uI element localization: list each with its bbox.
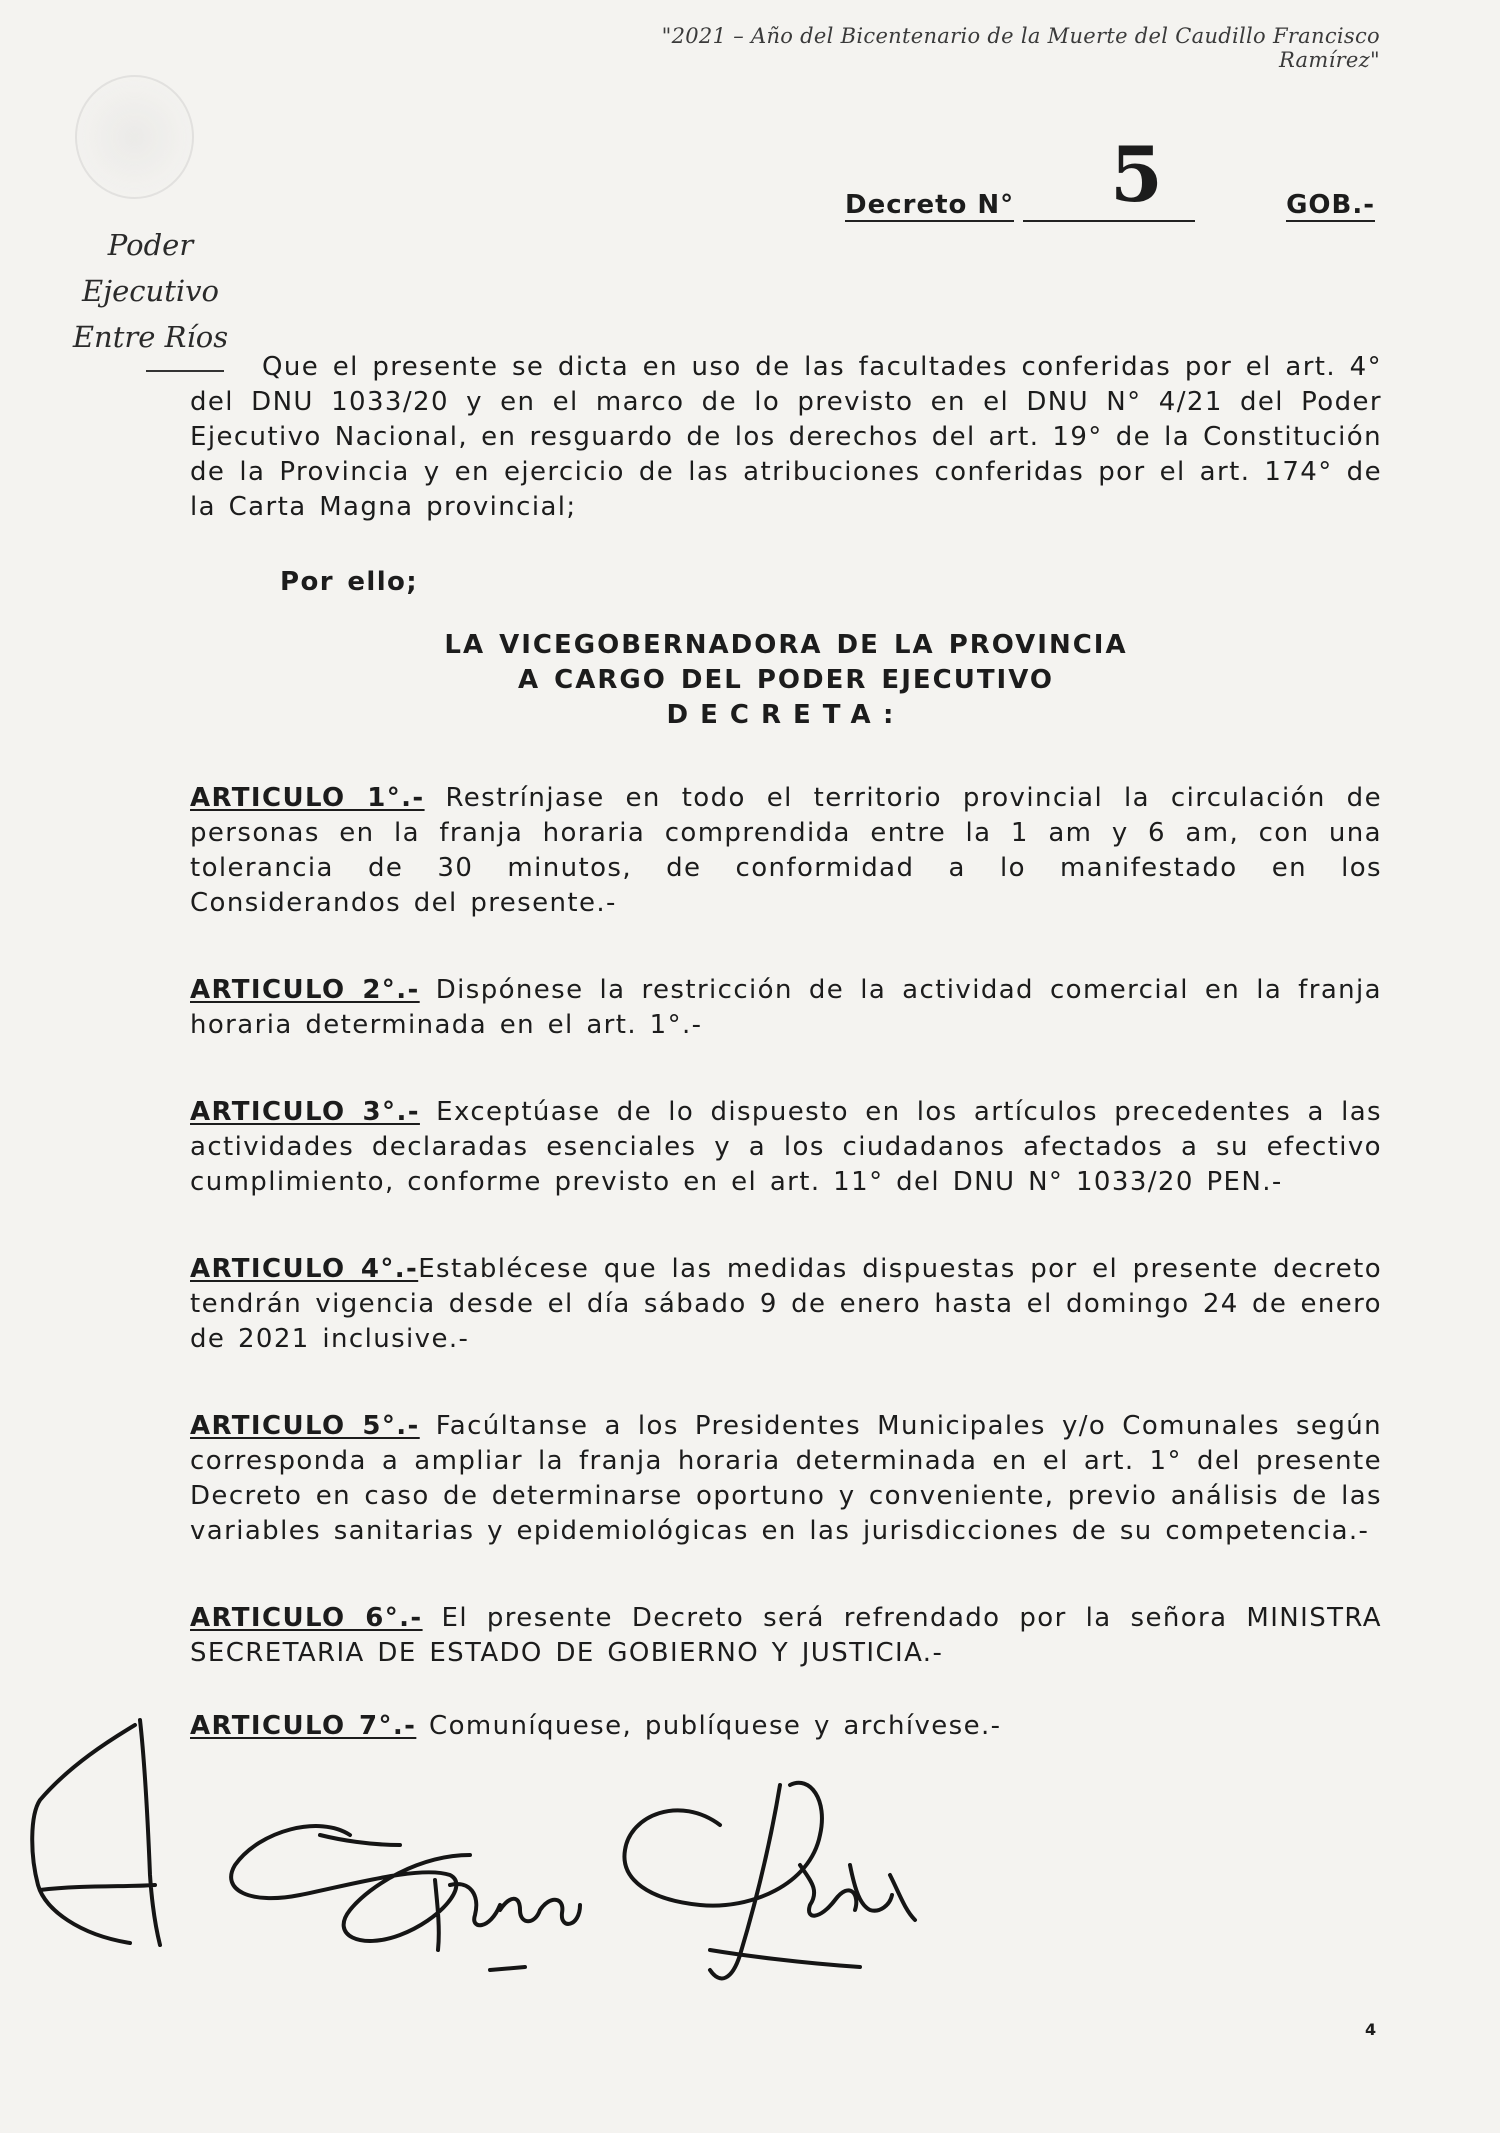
office-line-2: Entre Ríos — [72, 320, 229, 354]
decree-body — [190, 350, 1382, 1744]
article-4 — [190, 1252, 1382, 1357]
article-6 — [190, 1601, 1382, 1671]
decree-rule — [1023, 220, 1195, 222]
por-ello: Por ello; — [280, 567, 419, 597]
article-text: Facúltanse a los Presidentes Municipales y/o Comunales según corresponda a ampliar la franja horaria determinada en el art. 1° del presente Decreto en caso de determinarse oportuno y conveniente, previo análisis de las variables sanitarias y epidemiológicas en las jurisdicciones de su competencia.- — [190, 1411, 1382, 1546]
page-number: 4 — [1365, 2020, 1377, 2039]
signature-left — [32, 1720, 160, 1945]
heading-line-2: A CARGO DEL PODER EJECUTIVO — [518, 665, 1054, 695]
signature-right — [624, 1783, 915, 1979]
article-text: Exceptúase de lo dispuesto en los artículos precedentes a las actividades declaradas esenciales y a los ciudadanos afectados a su efectivo cumplimiento, conforme previsto en el art. 11° del DNU N° 1033/20 PEN.- — [190, 1097, 1382, 1197]
article-5 — [190, 1409, 1382, 1549]
article-label: ARTICULO 3°.- — [190, 1097, 420, 1127]
decree-suffix: GOB.- — [1286, 190, 1375, 220]
article-text: El presente Decreto será refrendado por la señora MINISTRA SECRETARIA DE ESTADO DE GOBIERNO Y JUSTICIA.- — [190, 1603, 1382, 1668]
article-1 — [190, 781, 1382, 921]
signature-center — [231, 1826, 580, 1970]
article-2 — [190, 973, 1382, 1043]
provincial-seal-icon — [75, 75, 194, 199]
article-3 — [190, 1095, 1382, 1200]
article-label: ARTICULO 7°.- — [190, 1711, 417, 1741]
signatures — [20, 1705, 1200, 2005]
office-line-1: Poder Ejecutivo — [81, 228, 219, 308]
article-text: Comuníquese, publíquese y archívese.- — [416, 1711, 1002, 1741]
heading-decreta: DECRETA: — [666, 700, 906, 730]
article-text: Restrínjase en todo el territorio provincial la circulación de personas en la franja horaria comprendida entre la 1 am y 6 am, con una tolerancia de 30 minutos, de conformidad a lo manifestado en los Considerandos del presente.- — [190, 783, 1382, 918]
decree-number: 5 — [1110, 130, 1163, 219]
decree-label: Decreto N° — [845, 190, 1015, 220]
article-label: ARTICULO 1°.- — [190, 783, 425, 813]
decree-heading — [190, 628, 1382, 733]
considerando-paragraph: Que el presente se dicta en uso de las facultades conferidas por el art. 4° del DNU 1033/20 y en el marco de lo previsto en el DNU N° 4/21 del Poder Ejecutivo Nacional, en resguardo de los derechos del art. 19° de la Constitución de la Provincia y en ejercicio de las atribuciones conferidas por el art. 174° de la Carta Magna provincial; — [190, 352, 1382, 522]
article-label: ARTICULO 4°.- — [190, 1254, 419, 1284]
article-label: ARTICULO 5°.- — [190, 1411, 420, 1441]
year-motto: "2021 – Año del Bicentenario de la Muerte del Caudillo Francisco Ramírez" — [661, 24, 1380, 72]
article-text: Establécese que las medidas dispuestas por el presente decreto tendrán vigencia desde el día sábado 9 de enero hasta el domingo 24 de enero de 2021 inclusive.- — [190, 1254, 1382, 1354]
article-label: ARTICULO 6°.- — [190, 1603, 423, 1633]
decree-number-line — [845, 130, 1375, 230]
heading-line-1: LA VICEGOBERNADORA DE LA PROVINCIA — [444, 630, 1128, 660]
article-label: ARTICULO 2°.- — [190, 975, 420, 1005]
article-text: Dispónese la restricción de la actividad comercial en la franja horaria determinada en el art. 1°.- — [190, 975, 1382, 1040]
